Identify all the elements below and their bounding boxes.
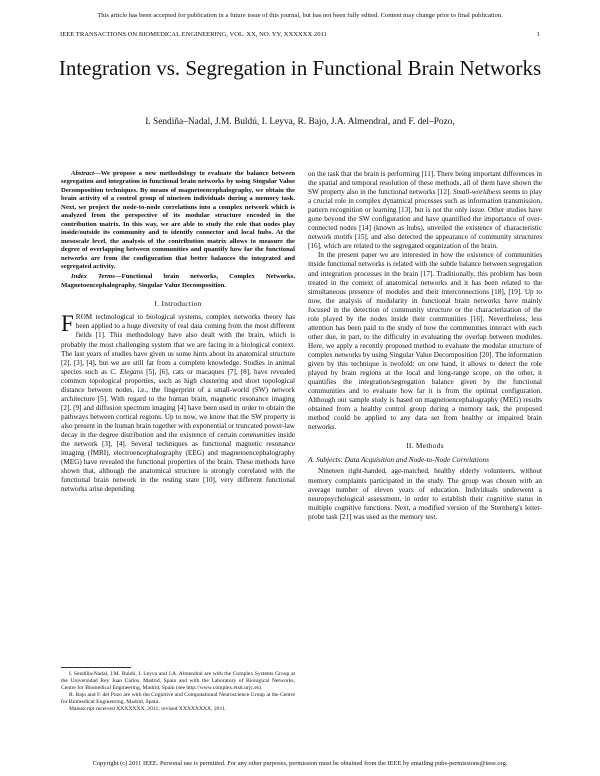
page-number: 1 bbox=[536, 31, 540, 38]
intro-paragraph bbox=[61, 313, 295, 494]
journal-name: IEEE TRANSACTIONS ON BIOMEDICAL ENGINEERING, VOL. XX, NO. YY, XXXXXX 2011 bbox=[60, 31, 327, 38]
drop-cap: F bbox=[61, 311, 74, 337]
intro-cont-text-2: seems to play a crucial role in complex dynamical processes such as information transmission, pattern recognition or learning [13], but is not the only issue. Other studies have gone beyond the SW configuration and have quantified the importance of over-connected nodes [14] (known as hubs), unveiled the existence of characteristic network motifs [15], and also detected the appearance of community structures [16], which are related to the segregated organization of the brain. bbox=[308, 188, 542, 251]
publication-notice: This article has been accepted for publication in a future issue of this journal, but has not been fully edited. Content may change prior to final publication. bbox=[97, 12, 503, 19]
intro-paragraph-2: In the present paper we are interested in how the existence of communities inside functional networks is related with the subtle balance between segregation and integration processes in the brain [17]. Traditionally, this problem has been treated in the context of anatomical networks and it has been related to the simultaneous presence of modules and their interconnections [18], [19]. Up to now, the analysis of modularity in functional brain networks have mainly focused in the detection of community structure or the characterization of the role played by the nodes inside their communities [16]. Nevertheless, less attention has been paid to the study of how the communities interact with each other due, in part, to the difficulty in evaluating the overlap between modules. Here, we apply a recently proposed method to evaluate the modular structure of complex networks by using Singular Value Decomposition [20]. The information given by this technique is twofold: on one hand, it allows to detect the role played by brain regions at the local and long-range scope, on the other, it quantifies the integration/segregation balance given by the functional communities and to evaluate how far it is from the optimal configuration. Although our sample study is based on magnetoencephalography (MEG) results obtained from a healthy control group during a memory task, the proposed method could be applied to any data set from healthy or impaired brain networks. bbox=[308, 251, 542, 432]
intro-emphasis-1: C. Elegans bbox=[110, 367, 144, 376]
footnote-divider bbox=[61, 667, 131, 668]
index-terms-text: —Functional brain networks, Complex Networks, Magnetoencephalography, Singular Value Decomposition. bbox=[61, 273, 296, 289]
intro-cont-text-1: on the task that the brain is performing [11]. There being important differences in the spatial and temporal resolution of these methods, all of them have shown the SW property also in the functional networks [12]. bbox=[308, 170, 542, 197]
copyright-notice: Copyright (c) 2011 IEEE. Personal use is permitted. For any other purposes, permission must be obtained from the IEEE by emailing pubs-permissions@ieee.org. bbox=[92, 760, 508, 767]
paper-title: Integration vs. Segregation in Functional Brain Networks bbox=[58, 56, 542, 80]
intro-emphasis-2: communities bbox=[239, 431, 276, 439]
abstract-label: Abstract bbox=[71, 170, 95, 177]
footnotes bbox=[61, 671, 295, 712]
intro-cont-emphasis: Small-worldness bbox=[453, 188, 501, 197]
intro-text-2: [5], [6], cats or macaques [7], [8], have revealed common topological properties, such as high clustering and short topological distance between nodes, i.e., the fingerprint of a small-world (SW) network architecture [5]. With regard to the human brain, magnetic resonance imaging [2], [9] and diffusion spectrum imaging [4] have been used in order to obtain the pathways between cortical regions. Up to now, we know that the SW property is also present in the human brain together with exponential or truncated power-law decay in the degree distribution and the existence of certain bbox=[61, 367, 295, 439]
abstract bbox=[61, 170, 295, 271]
intro-text-1: technological to biological systems, complex networks theory has been applied to a huge diversity of real data coming from the most different fields [1]. This methodology have also dealt with the brain, which is probably the most challenging system that we are facing in a biological context. The last years of studies have given us some hints about its anatomical structure [2], [3], [4], but we are still far from a complete knowledge. Studies in animal species such as bbox=[61, 313, 295, 376]
footnote-manuscript: Manuscript received XXXXXXX, 2011; revised XXXXXXXX, 2011. bbox=[69, 705, 227, 712]
running-header bbox=[60, 31, 540, 38]
intro-text-3: inside the network [3], [4]. Several techniques as functional magnetic resonance imaging (fMRI), electroencephalography (EEG) and magnetoencephalography (MEG) have revealed the functional properties of the brain. These methods have shown that, although the anatomical structure is strongly correlated with the functional brain network in the resting state [10], very different functional networks arise depending bbox=[61, 431, 295, 494]
footnote-affiliation-1: I. Sendiña-Nadal, J.M. Buldú, I. Leyva and J.A. Almendral are with the Complex Systems Group at the Universidad Rey Juan Carlos, Madrid, Spain and with the Laboratory of Biological Networks, Centre for Biomedical Engineering, Madrid, Spain (see http://www.complex.etsit.urjc.es). bbox=[61, 671, 295, 691]
right-column bbox=[308, 170, 542, 522]
index-terms bbox=[61, 273, 295, 290]
author-list: I. Sendiña–Nadal, J.M. Buldú, I. Leyva, R. Bajo, J.A. Almendral, and F. del–Pozo, bbox=[145, 117, 455, 127]
intro-continuation bbox=[308, 170, 542, 251]
section-heading-introduction: I. Introduction bbox=[154, 299, 202, 309]
footnote-affiliation-2: R. Bajo and F. del Pozo are with the Cognitive and Computational Neuroscience Group at the Centre for Biomedical Engineering, Madrid, Spain. bbox=[61, 691, 295, 705]
section-heading-methods: II. Methods bbox=[406, 441, 444, 451]
index-terms-label: Index Terms bbox=[71, 273, 115, 281]
intro-first-word: ROM bbox=[75, 313, 93, 322]
subsection-heading-subjects: A. Subjects: Data Acquisition and Node-to-Node Correlations bbox=[308, 455, 489, 465]
methods-paragraph: Nineteen right-handed, age-matched, healthy elderly volunteers, without memory complaints participated in the study. The group was chosen with an average number of eleven years of education. Individuals underwent a neuropsychological assessment, in order to establish their cognitive status in multiple cognitive functions. Next, a modified version of the Sternberg's letter-probe task [21] was used as the memory test. bbox=[308, 467, 542, 521]
abstract-text: —We propose a new methodology to evaluate the balance between segregation and integration in functional brain networks by using Singular Value Decomposition techniques. By means of magnetoencephalography, we obtain the brain activity of a control group of nineteen individuals during a memory task. Next, we project the node-to-node correlations into a complex network which is analyzed from the perspective of its modular structure encoded in the contribution matrix. In this way, we are able to study the role that nodes play inside/outside its community and to identify connector and local hubs. At the mesoscale level, the analysis of the contribution matrix allows to measure the degree of overlapping between communities and quantify how far the functional networks are from the configuration that better balances the integrated and segregated activity. bbox=[61, 170, 295, 270]
left-column bbox=[61, 170, 295, 494]
